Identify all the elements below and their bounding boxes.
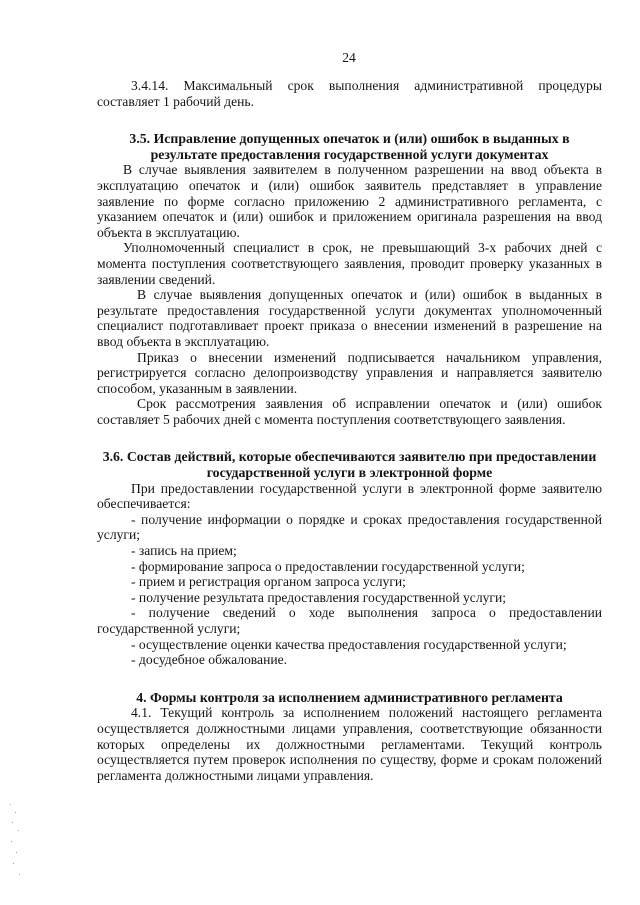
scan-noise	[8, 800, 22, 890]
paragraph: Приказ о внесении изменений подписывается начальником управления, регистрируется согласно делопроизводству управления и направляется заявителю способом, указанным в заявлении.	[97, 349, 602, 396]
section-3-5-heading: 3.5. Исправление допущенных опечаток и (или) ошибок в выданных в результате предоставления государственной услуги документах	[129, 131, 570, 162]
section-3-6-heading: 3.6. Состав действий, которые обеспечиваются заявителю при предоставлении государственной услуги в электронной форме	[102, 449, 597, 481]
list-item: - получение результата предоставления государственной услуги;	[131, 589, 507, 605]
paragraph: В случае выявления заявителем в полученном разрешении на ввод объекта в эксплуатацию опечаток и (или) ошибок заявитель представляет в управление заявление по форме согласно приложению 2 административного регламента, с указанием опечаток и (или) ошибок и приложением оригинала разрешения на ввод объекта в эксплуатацию.	[97, 162, 602, 240]
list-item: - получение информации о порядке и сроках предоставления государственной услуги;	[97, 511, 602, 543]
paragraph: Уполномоченный специалист в срок, не превышающий 3-х рабочих дней с момента поступления соответствующего заявления, проводит проверку указанных в заявлении сведений.	[97, 240, 602, 287]
list-item: - осуществление оценки качества предоставления государственной услуги;	[131, 636, 567, 652]
list-item: - запись на прием;	[131, 543, 237, 559]
list-item: - досудебное обжалование.	[131, 652, 288, 668]
list-item: - получение сведений о ходе выполнения запроса о предоставлении государственной услуги;	[97, 605, 602, 636]
page-number: 24	[342, 50, 356, 65]
paragraph: В случае выявления допущенных опечаток и (или) ошибок в выданных в результате предоставления государственной услуги документах уполномоченный специалист подготавливает проект приказа о внесении изменений в разрешение на ввод объекта в эксплуатацию.	[97, 287, 602, 349]
paragraph-3-4-14: 3.4.14. Максимальный срок выполнения административной процедуры составляет 1 рабочий день.	[97, 78, 602, 109]
paragraph: Срок рассмотрения заявления об исправлении опечаток и (или) ошибок составляет 5 рабочих дней с момента поступления соответствующего заявления.	[97, 396, 602, 427]
paragraph: При предоставлении государственной услуги в электронной форме заявителю обеспечивается:	[97, 480, 602, 512]
list-item: - прием и регистрация органом запроса услуги;	[131, 574, 406, 590]
section-4-heading: 4. Формы контроля за исполнением административного регламента	[136, 689, 563, 705]
list-item: - формирование запроса о предоставлении государственной услуги;	[131, 558, 525, 574]
paragraph: 4.1. Текущий контроль за исполнением положений настоящего регламента осуществляется должностными лицами управления, соответствующие обязанности которых определены их должностными регламентами. Текущий контроль осуществляется путем проверок исполнения по существу, форме и срокам положений регламента должностными лицами управления.	[97, 705, 602, 783]
